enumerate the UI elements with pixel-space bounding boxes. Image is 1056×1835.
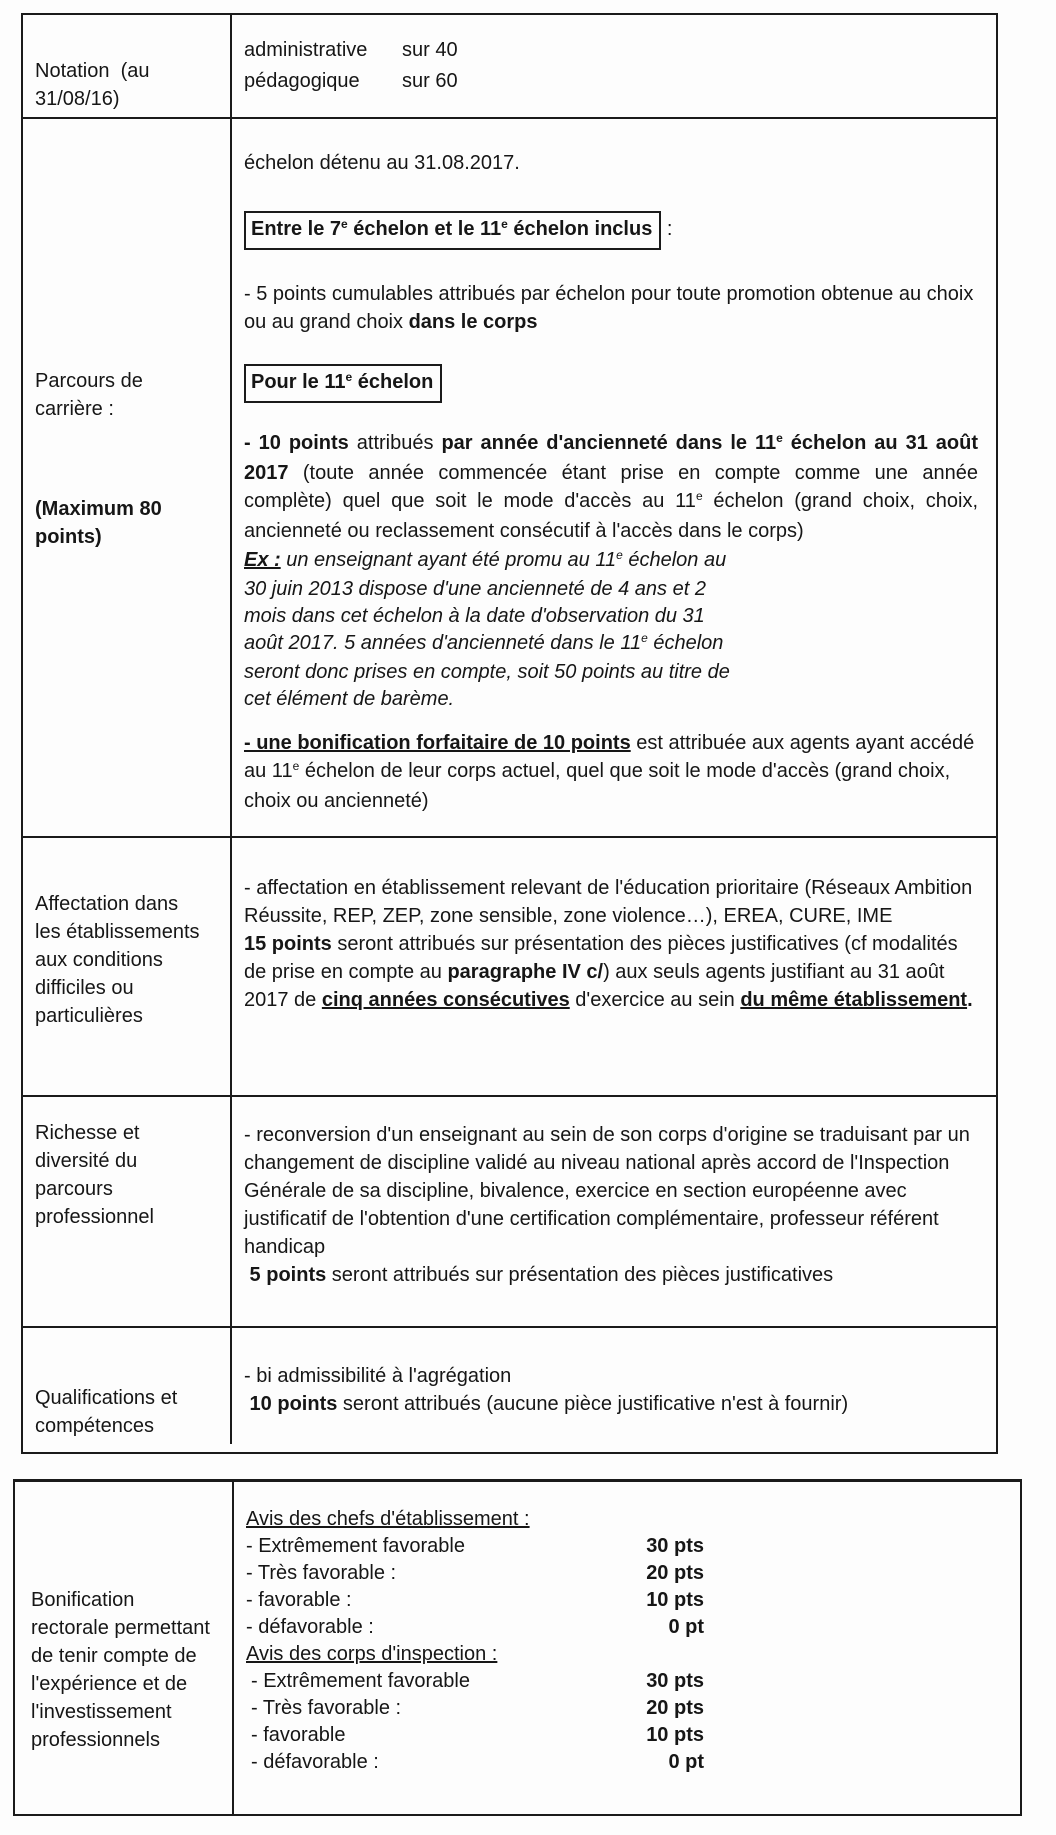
table-row-bonification xyxy=(15,1482,1020,1814)
row-content-bonification xyxy=(234,1482,1020,1814)
avis-item-label: - Extrêmement favorable xyxy=(251,1670,470,1692)
parcours-max-points: (Maximum 80 points) xyxy=(35,498,162,548)
avis-item xyxy=(246,1533,1004,1560)
bonification-forfaitaire-paragraph: - une bonification forfaitaire de 10 points est attribuée aux agents ayant accédé au 11e échelon de leur corps actuel, quel que soit le mode d'accès (grand choix, choix ou ancienneté) xyxy=(244,732,975,812)
row-content-richesse xyxy=(232,1097,996,1326)
avis-item-label: - défavorable : xyxy=(251,1751,379,1773)
affectation-paragraph: - affectation en établissement relevant de l'éducation prioritaire (Réseaux Ambition Réussite, REP, ZEP, zone sensible, zone violence…), EREA, CURE, IME 15 points seront attribués sur présentation des pièces justificatives (cf modalités de prise en compte au paragraphe IV c/) aux seuls agents justifiant au 31 août 2017 de cinq années consécutives d'exercice au sein du même établissement. xyxy=(244,877,973,1011)
notation-value: sur 60 xyxy=(402,70,458,92)
avis-item xyxy=(246,1695,1004,1722)
avis-item-label: - Extrêmement favorable xyxy=(246,1535,465,1557)
notation-name: administrative xyxy=(244,39,368,61)
table-row-affectation xyxy=(23,836,996,1095)
table-row-qualifications xyxy=(23,1326,996,1444)
avis-item-label: - Très favorable : xyxy=(246,1562,397,1584)
qualifications-paragraph: - bi admissibilité à l'agrégation 10 points seront attribués (aucune pièce justificative n'est à fournir) xyxy=(244,1365,849,1415)
avis-item-label: - défavorable : xyxy=(246,1616,374,1638)
row-content-parcours xyxy=(232,119,996,836)
avis-item-points: 10 pts xyxy=(646,1589,704,1611)
avis-chefs-heading: Avis des chefs d'établissement : xyxy=(246,1508,530,1530)
notation-line-administrative xyxy=(244,35,980,66)
avis-item xyxy=(246,1614,1004,1641)
echelon-intro-text: échelon détenu au 31.08.2017. xyxy=(244,152,520,174)
avis-item xyxy=(246,1668,1004,1695)
notation-name: pédagogique xyxy=(244,70,360,92)
avis-item-label: - favorable : xyxy=(246,1589,352,1611)
bareme-table xyxy=(21,13,998,1454)
row-content-affectation xyxy=(232,838,996,1095)
notation-value: sur 40 xyxy=(402,39,458,61)
avis-item-label: - Très favorable : xyxy=(251,1697,402,1719)
table-row-notation xyxy=(23,15,996,117)
row-label-richesse: Richesse et diversité du parcours professionnel xyxy=(23,1097,232,1326)
avis-item-points: 10 pts xyxy=(646,1724,704,1746)
avis-item-label: - favorable xyxy=(251,1724,346,1746)
avis-item-points: 30 pts xyxy=(646,1670,704,1692)
avis-item xyxy=(246,1722,1004,1749)
echelon-11-line xyxy=(244,364,980,403)
avis-item-points: 0 pt xyxy=(668,1616,704,1638)
echelon-11-box: Pour le 11e échelon xyxy=(244,364,442,403)
example-paragraph: Ex : un enseignant ayant été promu au 11e échelon au 30 juin 2013 dispose d'une ancienneté de 4 ans et 2 mois dans cet échelon à la date d'observation du 31 août 2017. 5 années d'ancienneté dans le 11e échelon seront donc prises en compte, soit 50 points au titre de cet élément de barème. xyxy=(244,548,730,710)
avis-inspection-heading: Avis des corps d'inspection : xyxy=(246,1643,498,1665)
table-row-parcours xyxy=(23,117,996,836)
points-anciennete-paragraph: - 10 points attribués par année d'ancienneté dans le 11e échelon au 31 août 2017 (toute année commencée étant prise en compte comme une année complète) quel que soit le mode d'accès au 11e échelon (grand choix, choix, ancienneté ou reclassement consécutif à l'accès dans le corps) xyxy=(244,431,978,542)
avis-item-points: 20 pts xyxy=(646,1562,704,1584)
table-row-richesse xyxy=(23,1095,996,1326)
parcours-label-text: Parcours de carrière : xyxy=(35,370,143,420)
row-content-notation xyxy=(232,15,996,117)
reconversion-paragraph: - reconversion d'un enseignant au sein de son corps d'origine se traduisant par un changement de discipline validé au niveau national après accord de l'Inspection Générale de sa discipline, bivalence, exercice en section européenne avec justificatif de l'obtention d'une certification complémentaire, professeur référent handicap 5 points seront attribués sur présentation des pièces justificatives xyxy=(244,1124,970,1286)
points-cumulables-paragraph: - 5 points cumulables attribués par échelon pour toute promotion obtenue au choix ou au grand choix dans le corps xyxy=(244,283,974,333)
bonification-table xyxy=(13,1479,1022,1816)
row-content-qualifications xyxy=(232,1328,996,1444)
avis-item-points: 20 pts xyxy=(646,1697,704,1719)
row-label-parcours xyxy=(23,119,232,836)
row-label-bonification: Bonification rectorale permettant de tenir compte de l'expérience et de l'investissement professionnels xyxy=(15,1482,234,1814)
row-label-notation: Notation (au 31/08/16) xyxy=(23,15,232,117)
avis-item-points: 0 pt xyxy=(668,1751,704,1773)
notation-line-pedagogique xyxy=(244,66,980,97)
avis-item xyxy=(246,1749,1004,1776)
echelon-range-box: Entre le 7e échelon et le 11e échelon inclus xyxy=(244,211,661,250)
avis-item xyxy=(246,1587,1004,1614)
row-label-qualifications: Qualifications et compétences xyxy=(23,1328,232,1444)
row-label-affectation: Affectation dans les établissements aux conditions difficiles ou particulières xyxy=(23,838,232,1095)
echelon-range-line xyxy=(244,211,980,250)
avis-item xyxy=(246,1560,1004,1587)
echelon-range-suffix: : xyxy=(661,218,673,240)
avis-item-points: 30 pts xyxy=(646,1535,704,1557)
